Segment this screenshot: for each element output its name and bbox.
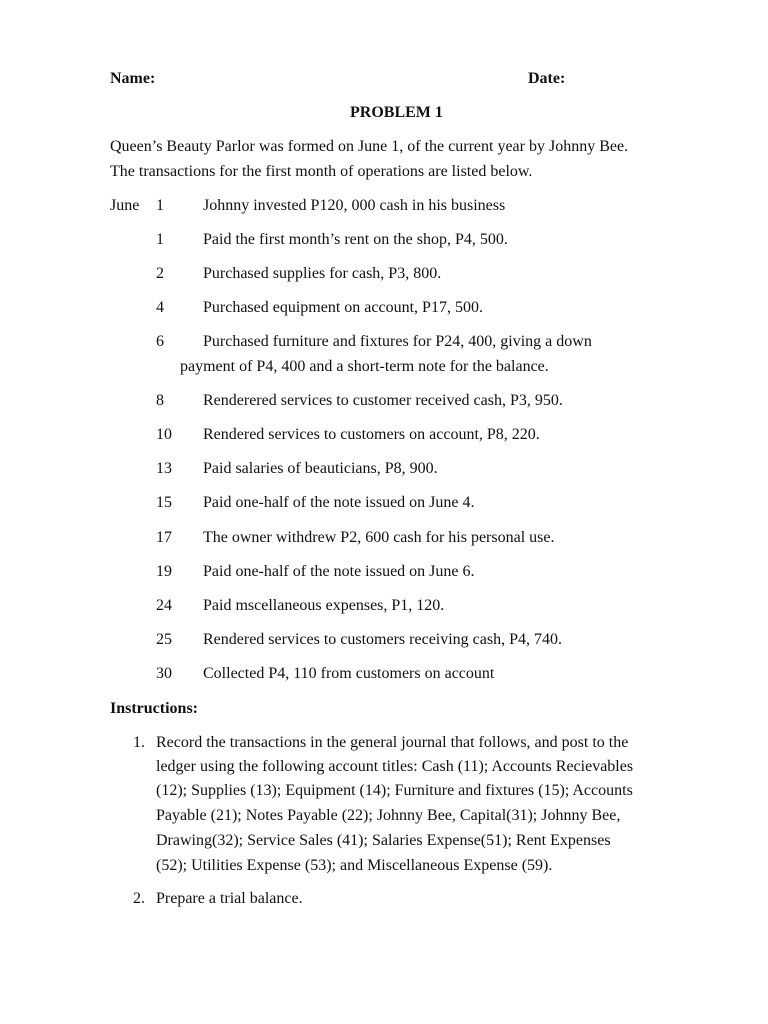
transaction-text: Paid the first month’s rent on the shop, P4, 500. <box>203 231 508 248</box>
transaction-month: June <box>110 197 140 214</box>
transaction-row <box>0 426 768 450</box>
instruction-line: Prepare a trial balance. <box>156 890 303 907</box>
transaction-text: Collected P4, 110 from customers on account <box>203 665 495 682</box>
transaction-row <box>0 231 768 255</box>
transaction-row <box>0 631 768 655</box>
instruction-line: Drawing(32); Service Sales (41); Salaries Expense(51); Rent Expenses <box>156 832 611 849</box>
transaction-row <box>0 197 768 221</box>
date-label: Date: <box>528 70 566 87</box>
transaction-text: Purchased furniture and fixtures for P24, 400, giving a down <box>203 333 592 350</box>
instruction-line: Record the transactions in the general journal that follows, and post to the <box>156 734 629 751</box>
transaction-text: Purchased equipment on account, P17, 500. <box>203 299 483 316</box>
transaction-row <box>0 665 768 689</box>
instruction-line: (12); Supplies (13); Equipment (14); Furniture and fixtures (15); Accounts <box>156 782 633 799</box>
transaction-text-continued: payment of P4, 400 and a short-term note for the balance. <box>180 358 549 375</box>
transaction-day: 6 <box>156 333 164 350</box>
transaction-day: 17 <box>156 529 172 546</box>
instruction-line: Payable (21); Notes Payable (22); Johnny Bee, Capital(31); Johnny Bee, <box>156 807 621 824</box>
intro-line: Queen’s Beauty Parlor was formed on June 1, of the current year by Johnny Bee. <box>110 138 629 155</box>
transaction-row <box>0 333 768 383</box>
instruction-number: 1. <box>133 734 145 751</box>
transaction-text: Rendered services to customers receiving cash, P4, 740. <box>203 631 563 648</box>
transaction-row <box>0 529 768 553</box>
transaction-row <box>0 597 768 621</box>
instruction-line: ledger using the following account titles: Cash (11); Accounts Recievables <box>156 758 634 775</box>
transaction-day: 4 <box>156 299 164 316</box>
transaction-day: 24 <box>156 597 172 614</box>
transaction-text: Paid salaries of beauticians, P8, 900. <box>203 460 438 477</box>
transaction-day: 2 <box>156 265 164 282</box>
intro-line: The transactions for the first month of operations are listed below. <box>110 163 533 180</box>
transaction-text: Rendered services to customers on account, P8, 220. <box>203 426 540 443</box>
transaction-row <box>0 392 768 416</box>
transaction-day: 8 <box>156 392 164 409</box>
transaction-row <box>0 563 768 587</box>
transaction-day: 19 <box>156 563 172 580</box>
problem-title: PROBLEM 1 <box>350 104 443 121</box>
transaction-day: 1 <box>156 231 164 248</box>
instructions-heading: Instructions: <box>110 700 199 717</box>
transaction-row <box>0 299 768 323</box>
transaction-text: The owner withdrew P2, 600 cash for his personal use. <box>203 529 555 546</box>
transaction-text: Johnny invested P120, 000 cash in his business <box>203 197 506 214</box>
instruction-line: (52); Utilities Expense (53); and Miscellaneous Expense (59). <box>156 857 553 874</box>
transaction-row <box>0 494 768 518</box>
transaction-text: Paid one-half of the note issued on June 6. <box>203 563 475 580</box>
transaction-row <box>0 460 768 484</box>
instruction-number: 2. <box>133 890 145 907</box>
transaction-day: 13 <box>156 460 172 477</box>
transaction-day: 10 <box>156 426 172 443</box>
name-label: Name: <box>110 70 156 87</box>
transaction-day: 15 <box>156 494 172 511</box>
transaction-text: Renderered services to customer received cash, P3, 950. <box>203 392 563 409</box>
transaction-text: Purchased supplies for cash, P3, 800. <box>203 265 442 282</box>
transaction-day: 1 <box>156 197 164 214</box>
transaction-text: Paid one-half of the note issued on June 4. <box>203 494 475 511</box>
transaction-text: Paid mscellaneous expenses, P1, 120. <box>203 597 445 614</box>
transaction-day: 25 <box>156 631 172 648</box>
transaction-row <box>0 265 768 289</box>
transaction-day: 30 <box>156 665 172 682</box>
